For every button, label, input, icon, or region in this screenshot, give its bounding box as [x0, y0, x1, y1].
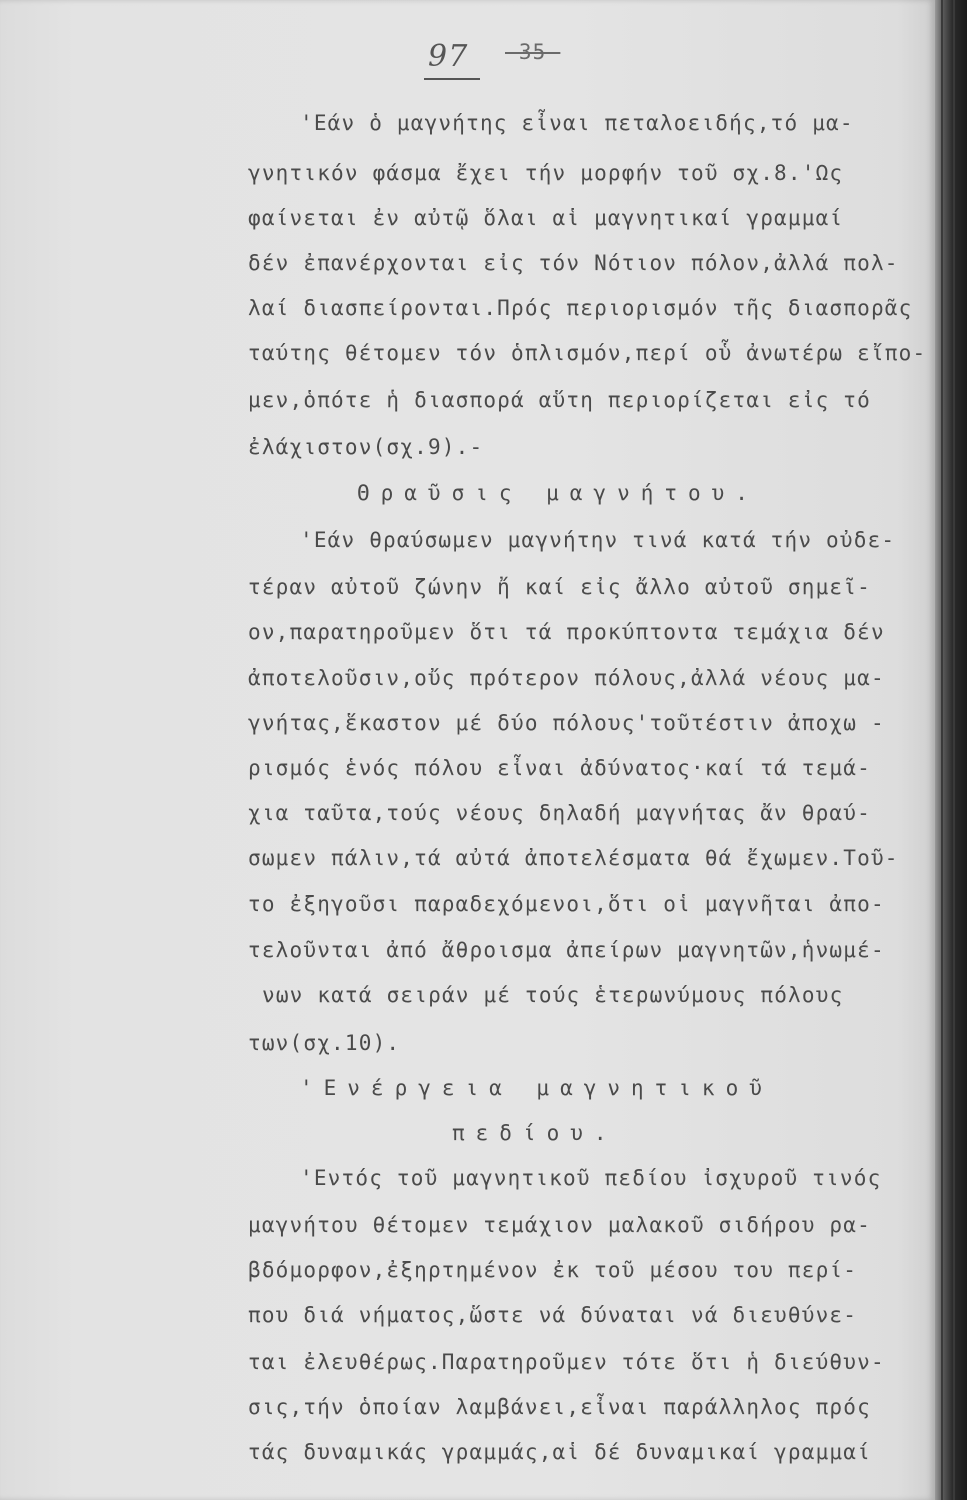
handwritten-folio-number: 97: [428, 39, 469, 74]
text-line: νων κατά σειράν μέ τούς ἑτερωνύμους πόλους: [262, 983, 844, 1007]
text-line: 'Εάν ὁ μαγνήτης εἶναι πεταλοειδής,τό μα-: [300, 111, 854, 135]
text-line: των(σχ.10).: [248, 1031, 401, 1055]
text-line: ρισμός ἑνός πόλου εἶναι ἀδύνατος·καί τά τεμά-: [248, 756, 871, 780]
text-line: χια ταῦτα,τούς νέους δηλαδή μαγνήτας ἄν θραύ-: [248, 801, 871, 825]
text-line: γνήτας,ἕκαστον μέ δύο πόλους'τοῦτέστιν ἀποχω -: [248, 711, 885, 735]
text-line: το ἐξηγοῦσι παραδεχόμενοι,ὅτι οἱ μαγνῆται ἀπο-: [248, 892, 885, 916]
text-line: δέν ἐπανέρχονται εἰς τόν Νότιον πόλον,ἀλλά πολ-: [248, 251, 899, 275]
folio-underline: [424, 78, 480, 80]
text-line: ον,παρατηροῦμεν ὅτι τά προκύπτοντα τεμάχια δέν: [248, 620, 885, 644]
text-line: 'Εντός τοῦ μαγνητικοῦ πεδίου ἰσχυροῦ τινός: [300, 1166, 882, 1190]
text-line: λαί διασπείρονται.Πρός περιορισμόν τῆς διασπορᾶς: [248, 296, 913, 320]
text-line: ται ἐλευθέρως.Παρατηροῦμεν τότε ὅτι ἡ διεύθυν-: [248, 1350, 885, 1374]
text-line: ἐλάχιστον(σχ.9).-: [248, 435, 484, 459]
text-line: 'Εάν θραύσωμεν μαγνήτην τινά κατά τήν οὐδε-: [300, 528, 896, 552]
section-heading: 'Ενέργεια μαγνητικοῦ: [300, 1076, 773, 1100]
text-line: ταύτης θέτομεν τόν ὁπλισμόν,περί οὗ ἀνωτέρω εἴπο-: [248, 341, 927, 365]
text-line: τάς δυναμικάς γραμμάς,αἱ δέ δυναμικαί γραμμαί: [248, 1440, 871, 1464]
page-number: -35-: [505, 40, 561, 64]
text-line: τελοῦνται ἀπό ἄθροισμα ἀπείρων μαγνητῶν,ἡνωμέ-: [248, 938, 885, 962]
text-line: μαγνήτου θέτομεν τεμάχιον μαλακοῦ σιδήρου ρα-: [248, 1213, 871, 1237]
text-line: μεν,ὁπότε ἡ διασπορά αὕτη περιορίζεται εἰς τό: [248, 388, 871, 412]
text-line: που διά νήματος,ὥστε νά δύναται νά διευθύνε-: [248, 1303, 858, 1327]
section-heading-continued: πεδίου.: [452, 1121, 618, 1145]
section-heading: Θραῦσις μαγνήτου.: [357, 481, 759, 505]
text-line: σωμεν πάλιν,τά αὐτά ἀποτελέσματα θά ἔχωμεν.Τοῦ-: [248, 846, 899, 870]
text-line: τέραν αὐτοῦ ζώνην ἤ καί εἰς ἄλλο αὐτοῦ σημεῖ-: [248, 575, 871, 599]
text-line: σις,τήν ὁποίαν λαμβάνει,εἶναι παράλληλος πρός: [248, 1395, 871, 1419]
text-line: ἀποτελοῦσιν,οὔς πρότερον πόλους,ἀλλά νέους μα-: [248, 666, 885, 690]
text-line: βδόμορφον,ἐξηρτημένον ἐκ τοῦ μέσου του περί-: [248, 1258, 858, 1282]
text-line: γνητικόν φάσμα ἔχει τήν μορφήν τοῦ σχ.8.'Ως: [248, 161, 844, 185]
text-line: φαίνεται ἐν αὐτῷ ὅλαι αἱ μαγνητικαί γραμμαί: [248, 206, 844, 230]
